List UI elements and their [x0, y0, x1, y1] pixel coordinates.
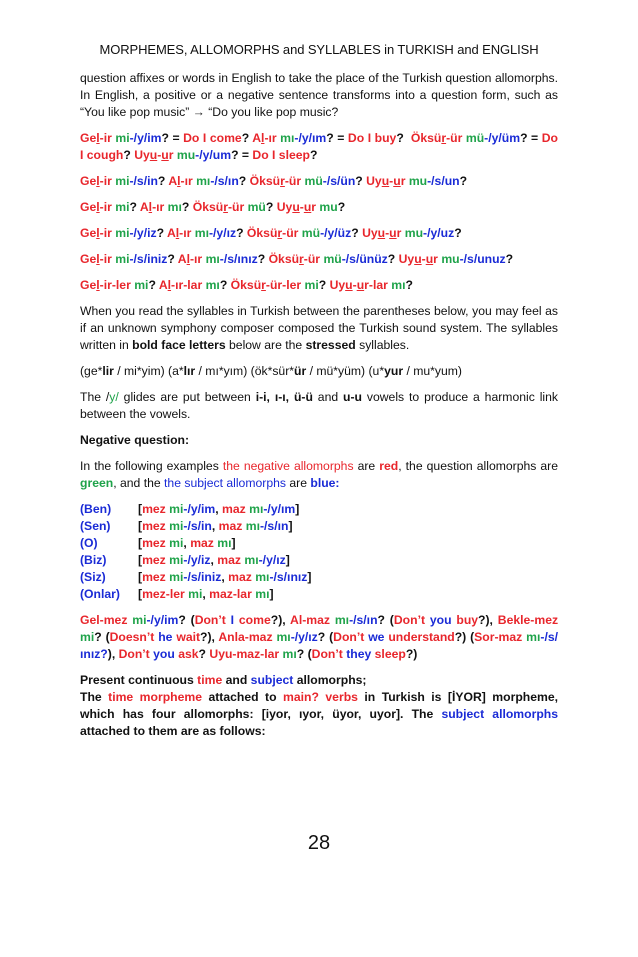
negative-allomorph-list	[80, 501, 558, 603]
page-body	[80, 70, 558, 749]
example-question-6: Gel-ir-ler mi? Al-ır-lar mı? Öksür-ür-ler mi? Uyu-ur-lar mı?	[80, 278, 413, 292]
running-header: MORPHEMES, ALLOMORPHS and SYLLABLES in TURKISH and ENGLISH	[99, 42, 539, 57]
list-item: (Sen) [mez mi-/s/in, maz mı-/s/ın]	[80, 519, 293, 533]
syllables-paragraph: When you read the syllables in Turkish between the parentheses below, you may feel as if an unknown symphony composer composed the Turkish sound system. The syllables written in bold face letters below are the stressed syllables.	[80, 304, 558, 352]
list-item: (O) [mez mi, maz mı]	[80, 536, 236, 550]
list-item: (Ben) [mez mi-/y/im, maz mı-/y/ım]	[80, 502, 300, 516]
glides-paragraph: The /y/ glides are put between i-i, ı-ı, ü-ü and u-u vowels to produce a harmonic link between the vowels.	[80, 390, 558, 421]
intro-paragraph: question affixes or words in English to take the place of the Turkish question allomorphs. In English, a positive or a negative sentence transforms into a question form, such as “You like pop music” → “Do you like pop music?	[80, 71, 558, 119]
list-item: (Onlar) [mez-ler mi, maz-lar mı]	[80, 587, 274, 601]
example-question-3: Gel-ir mi? Al-ır mı? Öksür-ür mü? Uyu-ur mu?	[80, 200, 346, 214]
syllables-line: (ge*lir / mi*yim) (a*lır / mı*yım) (ök*sür*ür / mü*yüm) (u*yur / mu*yum)	[80, 364, 462, 378]
example-question-5: Gel-ir mi-/s/iniz? Al-ır mı-/s/ınız? Öksür-ür mü-/s/ünüz? Uyu-ur mu-/s/unuz?	[80, 252, 514, 266]
example-question-4: Gel-ir mi-/y/iz? Al-ır mı-/y/ız? Öksür-ür mü-/y/üz? Uyu-ur mu-/y/uz?	[80, 226, 462, 240]
example-question-2: Gel-ir mi-/s/in? Al-ır mı-/s/ın? Öksür-ür mü-/s/ün? Uyu-ur mu-/s/un?	[80, 174, 468, 188]
list-item: (Siz) [mez mi-/s/iniz, maz mı-/s/ınız]	[80, 570, 312, 584]
page-number: 28	[307, 832, 331, 854]
example-question-1: Gel-ir mi-/y/im? = Do I come? Al-ır mı-/y/ım? = Do I buy? Öksür-ür mü-/y/üm? = Do I cough? Uyu-ur mu-/y/um? = Do I sleep?	[80, 131, 558, 162]
negative-examples-paragraph: Gel-mez mi-/y/im? (Don’t I come?), Al-maz mı-/s/ın? (Don’t you buy?), Bekle-mez mi? (Doesn’t he wait?), Anla-maz mı-/y/ız? (Don’t we understand?) (Sor-maz mı-/s/ınız?), Don’t you ask? Uyu-maz-lar mı? (Don’t they sleep?)	[80, 613, 559, 661]
list-item: (Biz) [mez mi-/y/iz, maz mı-/y/ız]	[80, 553, 290, 567]
color-legend-paragraph: In the following examples the negative allomorphs are red, the question allomorphs are green, and the the subject allomorphs are blue:	[80, 459, 559, 490]
negative-question-heading: Negative question:	[80, 433, 190, 447]
present-continuous-heading: Present continuous time and subject allomorphs;	[80, 673, 367, 687]
present-continuous-paragraph: The time morpheme attached to main? verbs in Turkish is [İYOR] morpheme, which has four allomorphs: [iyor, ıyor, üyor, uyor]. The subject allomorphs attached to them are as follows:	[80, 690, 558, 738]
